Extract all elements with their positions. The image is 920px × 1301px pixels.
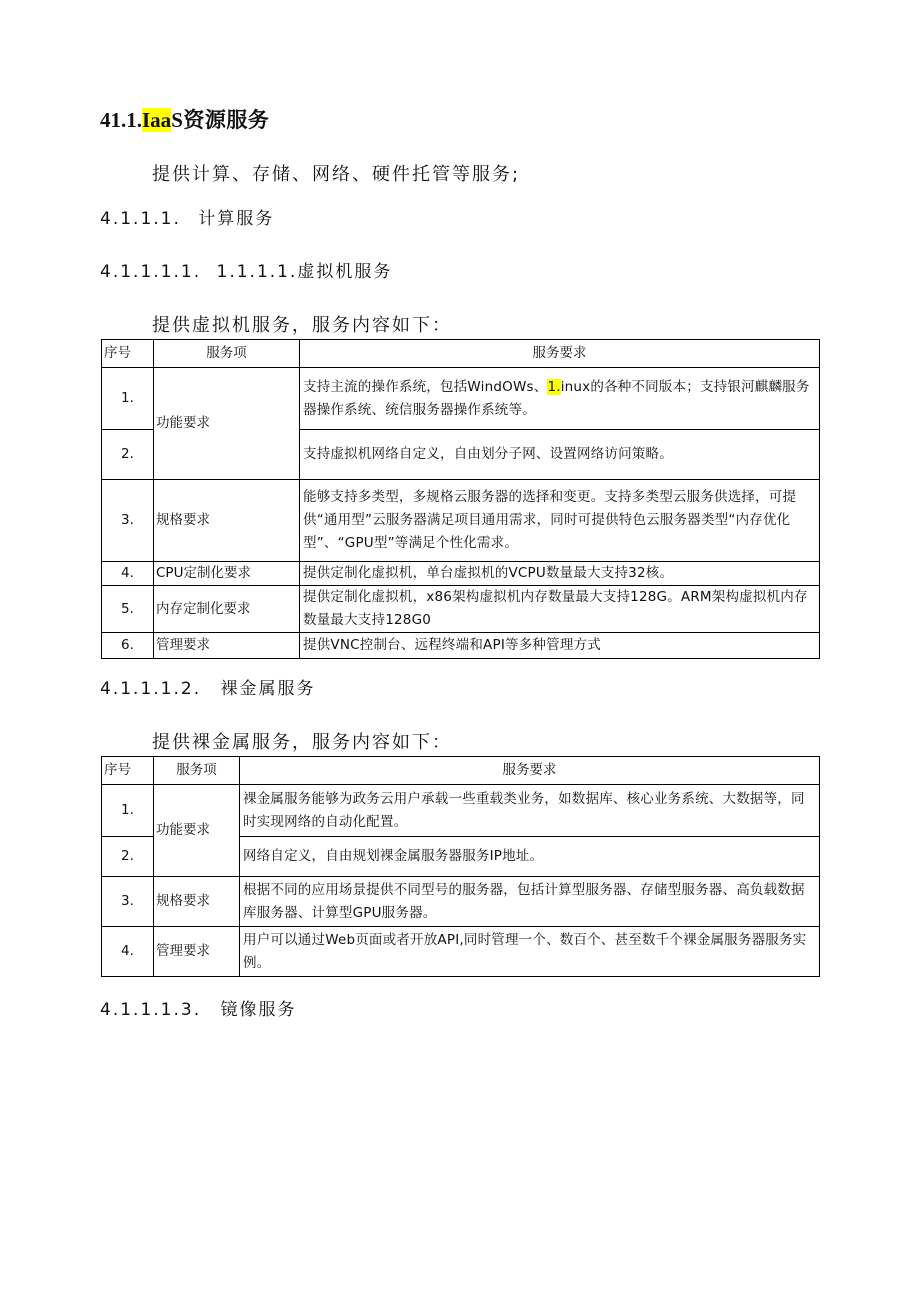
section-bm-title: 裸金属服务 xyxy=(220,679,316,699)
row-no: 4. xyxy=(102,562,154,586)
table-row xyxy=(102,877,820,927)
row-no: 6. xyxy=(102,633,154,659)
header-item: 服务项 xyxy=(154,340,300,368)
row-requirement: 提供定制化虚拟机，x86架构虚拟机内存数量最大支持128G。ARM架构虚拟机内存数量最大支持128G0 xyxy=(300,586,820,633)
row-requirement: 提供定制化虚拟机，单台虚拟机的VCPU数量最大支持32核。 xyxy=(300,562,820,586)
table-row xyxy=(102,927,820,977)
table-header-row xyxy=(102,340,820,368)
bm-service-table xyxy=(101,756,820,977)
row-requirement: 能够支持多类型，多规格云服务器的选择和变更。支持多类型云服务供选择，可提供“通用型”云服务器满足项目通用需求，同时可提供特色云服务器类型“内存优化型”、“GPU型”等满足个性化需求。 xyxy=(300,480,820,562)
section-compute-title: 计算服务 xyxy=(198,209,275,229)
section-compute-number: 4.1.1.1. xyxy=(100,209,181,229)
table-row xyxy=(102,785,820,837)
vm-service-table xyxy=(101,339,820,659)
row-item: 功能要求 xyxy=(154,368,300,480)
row-requirement: 支持虚拟机网络自定义，自由划分子网、设置网络访问策略。 xyxy=(300,430,820,480)
heading-number: 41.1. xyxy=(100,108,142,132)
heading-highlight: Iaa xyxy=(142,108,172,132)
header-requirement: 服务要求 xyxy=(300,340,820,368)
vm-intro-paragraph: 提供虚拟机服务，服务内容如下： xyxy=(152,315,452,336)
row-item: 规格要求 xyxy=(154,480,300,562)
bm-intro-paragraph: 提供裸金属服务，服务内容如下： xyxy=(152,732,452,753)
table-header-row xyxy=(102,757,820,785)
row-item: 功能要求 xyxy=(154,785,240,877)
page-heading xyxy=(100,104,269,134)
row-item: 规格要求 xyxy=(154,877,240,927)
row-item: 内存定制化要求 xyxy=(154,586,300,633)
row-requirement: 提供VNC控制台、远程终端和API等多种管理方式 xyxy=(300,633,820,659)
section-image-title: 镜像服务 xyxy=(220,1000,297,1020)
section-compute-heading xyxy=(100,204,274,229)
row-no: 3. xyxy=(102,480,154,562)
header-no: 序号 xyxy=(102,757,154,785)
req-highlight: 1. xyxy=(547,378,561,395)
header-no: 序号 xyxy=(102,340,154,368)
section-vm-prefix: 1.1.1.1. xyxy=(216,262,298,282)
table-row xyxy=(102,368,820,430)
row-no: 2. xyxy=(102,837,154,877)
section-vm-number: 4.1.1.1.1. xyxy=(100,262,202,282)
row-requirement: 裸金属服务能够为政务云用户承载一些重载类业务，如数据库、核心业务系统、大数据等，同时实现网络的自动化配置。 xyxy=(240,785,820,837)
row-requirement: 根据不同的应用场景提供不同型号的服务器，包括计算型服务器、存储型服务器、高负载数据库服务器、计算型GPU服务器。 xyxy=(240,877,820,927)
section-vm-title: 虚拟机服务 xyxy=(297,262,393,282)
heading-title: S资源服务 xyxy=(171,108,270,132)
section-bm-heading xyxy=(100,674,316,699)
row-item: 管理要求 xyxy=(154,927,240,977)
row-requirement: 用户可以通过Web页面或者开放API,同时管理一个、数百个、甚至数千个裸金属服务器服务实例。 xyxy=(240,927,820,977)
row-no: 2. xyxy=(102,430,154,480)
row-requirement: 网络自定义，自由规划裸金属服务器服务IP地址。 xyxy=(240,837,820,877)
intro-paragraph: 提供计算、存储、网络、硬件托管等服务; xyxy=(152,164,521,185)
section-image-number: 4.1.1.1.3. xyxy=(100,1000,202,1020)
section-bm-number: 4.1.1.1.2. xyxy=(100,679,202,699)
row-no: 5. xyxy=(102,586,154,633)
table-row xyxy=(102,562,820,586)
section-image-heading xyxy=(100,995,297,1020)
row-item: CPU定制化要求 xyxy=(154,562,300,586)
table-row xyxy=(102,633,820,659)
row-no: 1. xyxy=(102,785,154,837)
table-row xyxy=(102,480,820,562)
row-no: 4. xyxy=(102,927,154,977)
req-text-b: inux的各种不同版本；支持银河麒麟服务器操作系统、统信服务器操作系统等。 xyxy=(303,378,810,418)
header-requirement: 服务要求 xyxy=(240,757,820,785)
row-no: 3. xyxy=(102,877,154,927)
table-row xyxy=(102,586,820,633)
header-item: 服务项 xyxy=(154,757,240,785)
section-vm-heading xyxy=(100,257,392,282)
req-text-a: 支持主流的操作系统，包括WindOWs、 xyxy=(303,378,548,395)
row-no: 1. xyxy=(102,368,154,430)
row-item: 管理要求 xyxy=(154,633,300,659)
row-requirement xyxy=(300,368,820,430)
